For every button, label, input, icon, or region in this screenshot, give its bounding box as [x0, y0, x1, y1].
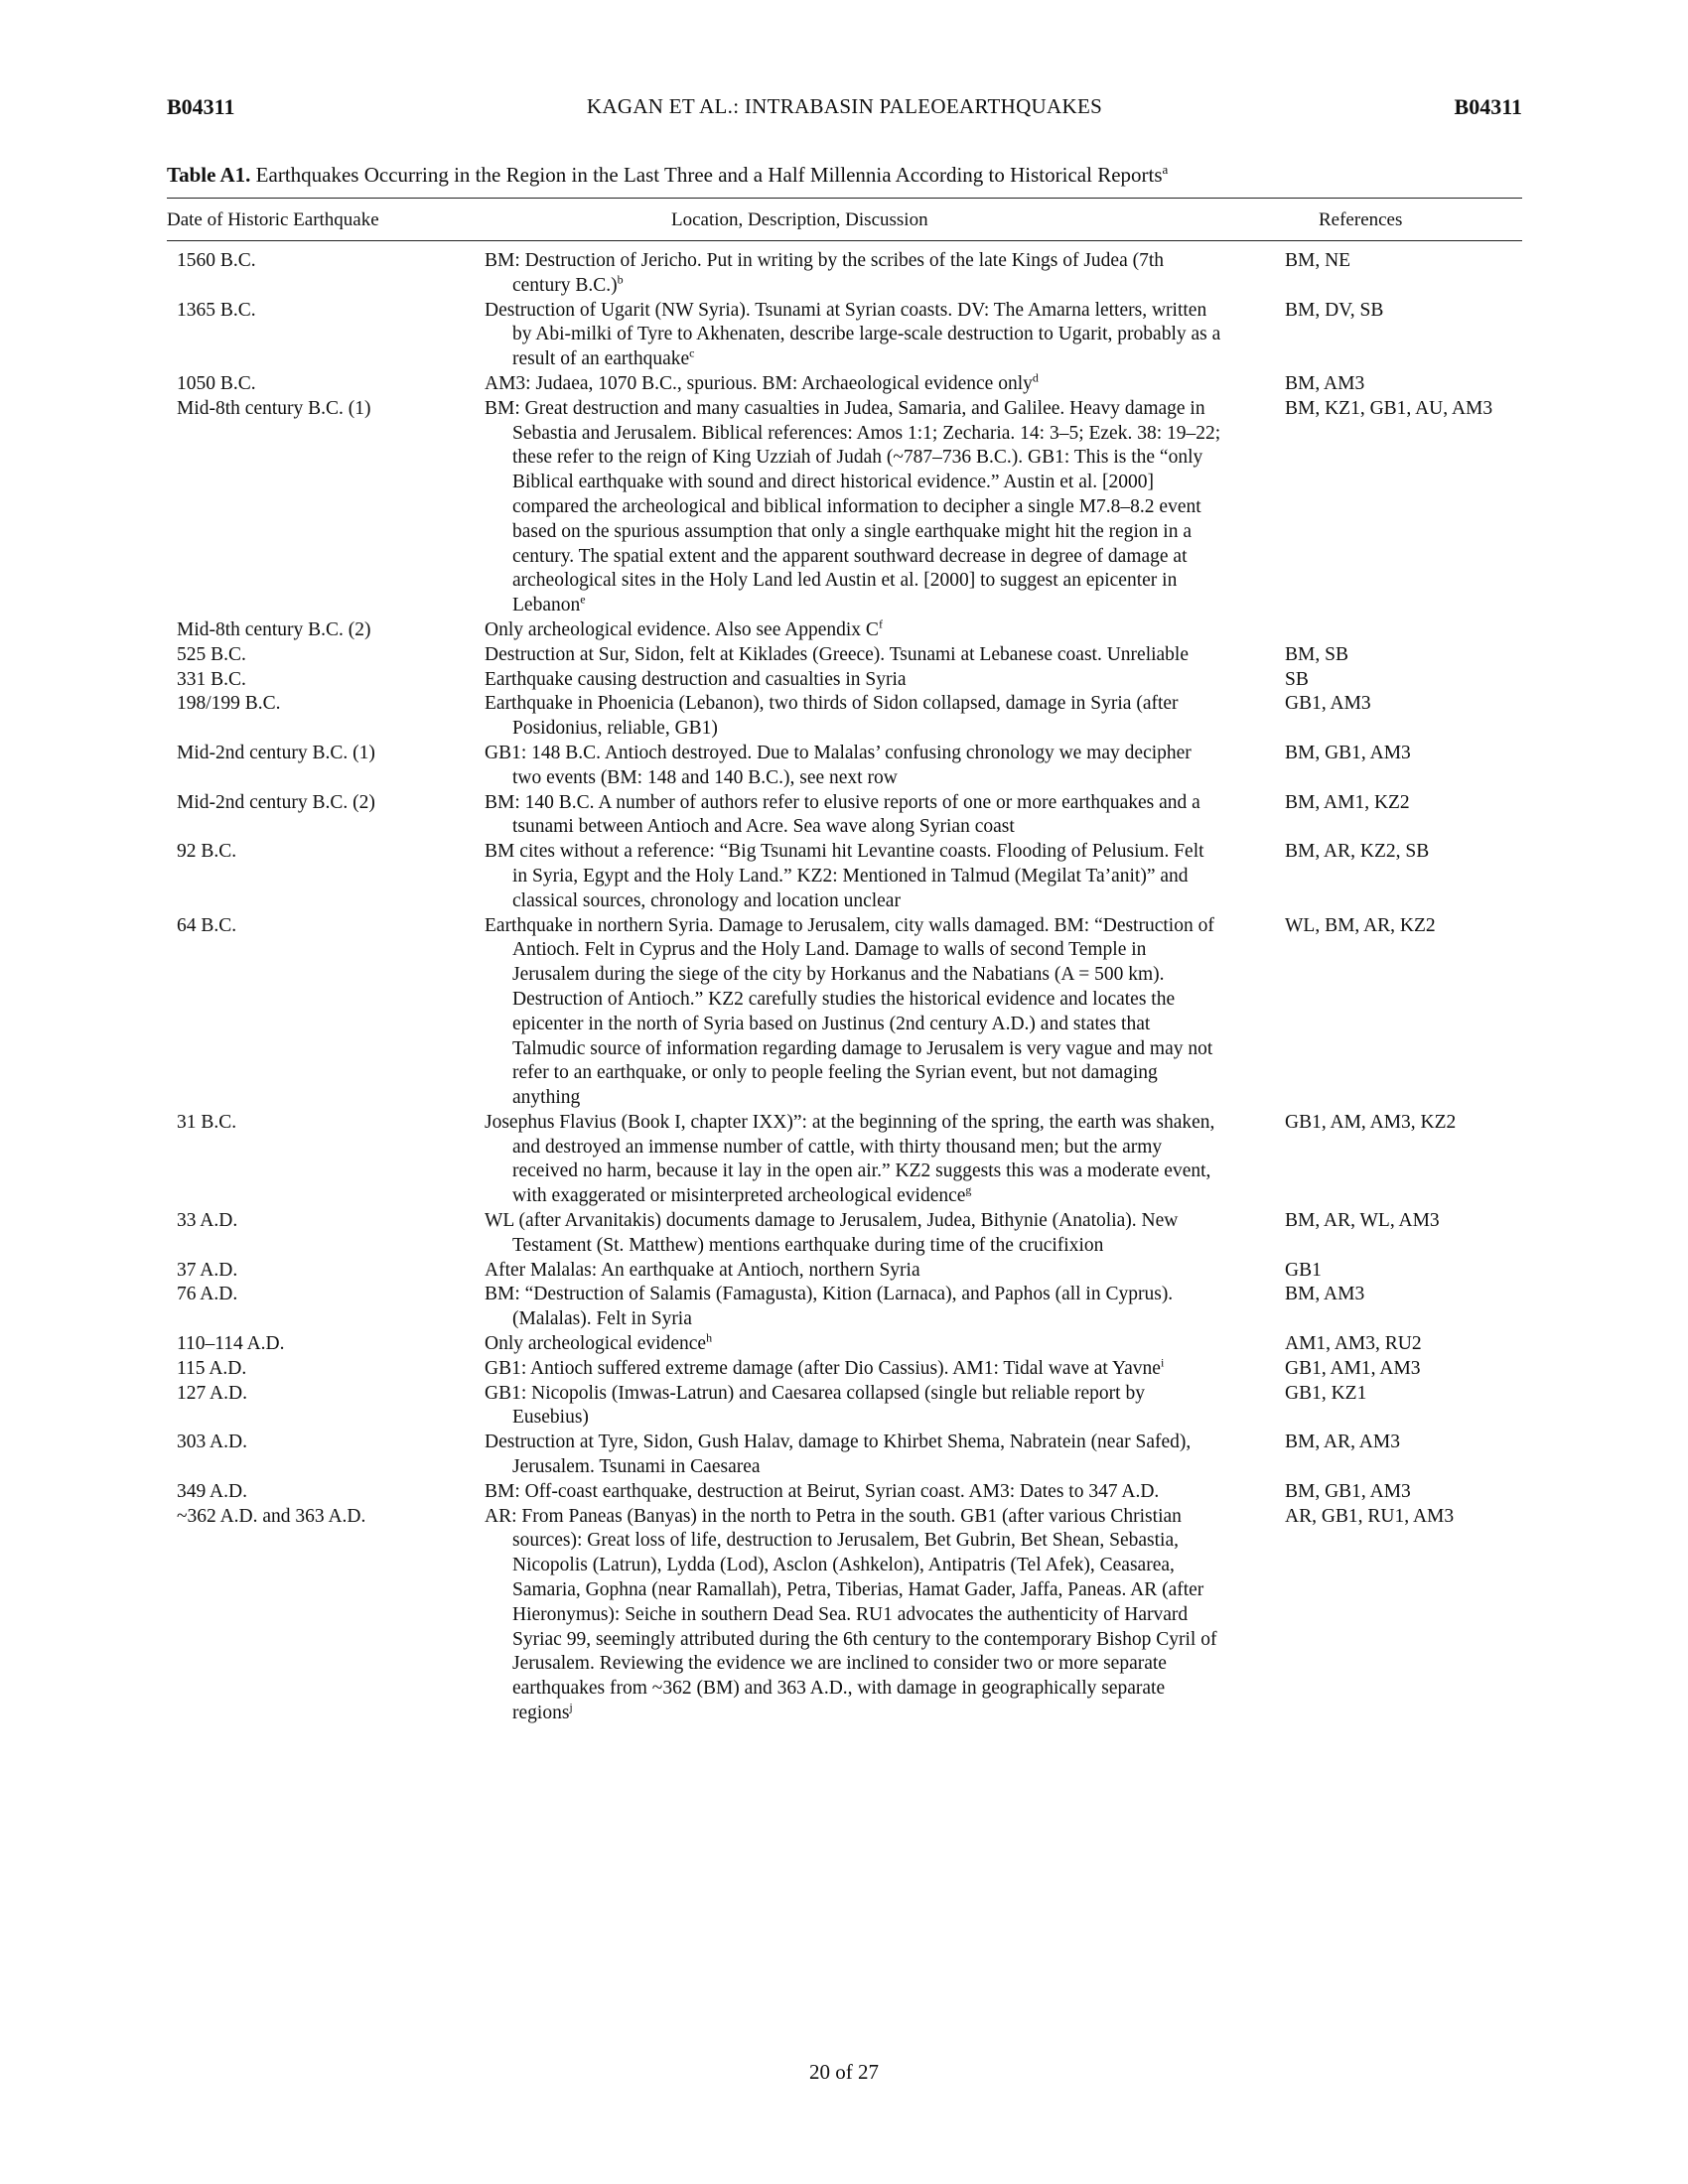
cell-date: 115 A.D. — [177, 1357, 247, 1379]
description-text: GB1: 148 B.C. Antioch destroyed. Due to Malalas’ confusing chronology we may decipher two events (BM: 148 and 140 B.C.), see next row — [485, 742, 1192, 788]
cell-date: 525 B.C. — [177, 643, 246, 665]
table-row — [167, 249, 1522, 299]
cell-references: WL, BM, AR, KZ2 — [1285, 914, 1436, 936]
cell-references: BM, GB1, AM3 — [1285, 742, 1411, 763]
article-id-left: B04311 — [167, 94, 235, 119]
cell-references: BM, NE — [1285, 250, 1351, 271]
cell-references: BM, AM3 — [1285, 1284, 1365, 1305]
table-row — [167, 1480, 1522, 1505]
cell-description — [485, 397, 1231, 618]
cell-description — [485, 1209, 1231, 1259]
cell-date: 349 A.D. — [177, 1480, 247, 1502]
description-text: GB1: Antioch suffered extreme damage (after Dio Cassius). AM1: Tidal wave at Yavne — [485, 1357, 1161, 1379]
table-body — [167, 249, 1522, 1726]
cell-description — [485, 742, 1231, 791]
table-row — [167, 1357, 1522, 1382]
cell-description — [485, 1480, 1231, 1505]
table-row — [167, 299, 1522, 372]
cell-references: BM, AR, WL, AM3 — [1285, 1210, 1440, 1232]
cell-date: ~362 A.D. and 363 A.D. — [177, 1505, 366, 1527]
cell-description — [485, 618, 1231, 643]
header-rule — [167, 240, 1522, 241]
cell-date: Mid-8th century B.C. (2) — [177, 618, 371, 640]
description-text: BM: Off-coast earthquake, destruction at Beirut, Syrian coast. AM3: Dates to 347 A.D. — [485, 1480, 1160, 1502]
cell-date: 303 A.D. — [177, 1432, 247, 1453]
table-row — [167, 618, 1522, 643]
cell-references: BM, AM3 — [1285, 372, 1365, 394]
cell-date: 198/199 B.C. — [177, 693, 281, 715]
table-row — [167, 372, 1522, 397]
column-header-date: Date of Historic Earthquake — [167, 209, 379, 230]
caption-footnote-mark: a — [1162, 162, 1169, 177]
table-row — [167, 1431, 1522, 1480]
cell-references: BM, KZ1, GB1, AU, AM3 — [1285, 397, 1493, 419]
table-row — [167, 1111, 1522, 1209]
table-row — [167, 1209, 1522, 1259]
table-row — [167, 668, 1522, 693]
cell-date: 64 B.C. — [177, 914, 237, 936]
cell-references: GB1 — [1285, 1259, 1322, 1281]
cell-description — [485, 692, 1231, 742]
running-header — [167, 94, 1522, 128]
article-id-right: B04311 — [1454, 94, 1522, 119]
table-row — [167, 914, 1522, 1111]
cell-references — [1231, 618, 1522, 643]
cell-date: 1560 B.C. — [177, 250, 256, 271]
description-text: After Malalas: An earthquake at Antioch, northern Syria — [485, 1259, 920, 1281]
cell-date: 1050 B.C. — [177, 372, 256, 394]
cell-description — [485, 249, 1231, 299]
column-header-description: Location, Description, Discussion — [671, 209, 928, 230]
description-text: Earthquake in northern Syria. Damage to Jerusalem, city walls damaged. BM: “Destruction of Antioch. Felt in Cyprus and the Holy Land. Damage to walls of second Temple in Jerusalem during the siege of the city by Horkanus and the Nabatians (A = 500 km). Destruction of Antioch.” KZ2 carefully studies the historical evidence and locates the epicenter in the north of Syria based on Justinus (2nd century A.D.) and states that Talmudic source of information regarding damage to Jerusalem is very vague and may not refer to an earthquake, or only to people feeling the Syrian event, but not damaging anything — [485, 914, 1214, 1109]
cell-description — [485, 1283, 1231, 1332]
description-text: GB1: Nicopolis (Imwas-Latrun) and Caesarea collapsed (single but reliable report by Eusebius) — [485, 1382, 1145, 1429]
cell-description — [485, 914, 1231, 1111]
description-text: BM cites without a reference: “Big Tsunami hit Levantine coasts. Flooding of Pelusium. Felt in Syria, Egypt and the Holy Land.” KZ2: Mentioned in Talmud (Megilat Ta’anit)” and classical sources, chronology and location unclear — [485, 841, 1204, 911]
cell-date: Mid-2nd century B.C. (1) — [177, 742, 375, 763]
cell-description — [485, 1259, 1231, 1284]
table-row — [167, 1382, 1522, 1432]
cell-date: 33 A.D. — [177, 1210, 238, 1232]
cell-description — [485, 1505, 1231, 1726]
cell-references: BM, AM1, KZ2 — [1285, 791, 1410, 813]
top-rule — [167, 198, 1522, 199]
cell-date: Mid-8th century B.C. (1) — [177, 397, 371, 419]
cell-references: BM, SB — [1285, 643, 1348, 665]
table-row — [167, 840, 1522, 913]
cell-description — [485, 372, 1231, 397]
table-row — [167, 1505, 1522, 1726]
cell-references: GB1, AM3 — [1285, 693, 1371, 715]
description-text: BM: Destruction of Jericho. Put in writing by the scribes of the late Kings of Judea (7th century B.C.) — [485, 250, 1165, 296]
cell-references: GB1, AM1, AM3 — [1285, 1357, 1421, 1379]
footnote-mark: i — [1160, 1355, 1165, 1370]
table-row — [167, 1283, 1522, 1332]
table-caption — [167, 162, 1522, 188]
cell-description — [485, 643, 1231, 668]
table-row — [167, 643, 1522, 668]
cell-date: 31 B.C. — [177, 1111, 237, 1133]
cell-references: BM, DV, SB — [1285, 299, 1384, 321]
cell-description — [485, 1431, 1231, 1480]
cell-description — [485, 299, 1231, 372]
description-text: Destruction at Sur, Sidon, felt at Kiklades (Greece). Tsunami at Lebanese coast. Unreliable — [485, 643, 1190, 665]
cell-description — [485, 1332, 1231, 1357]
description-text: AR: From Paneas (Banyas) in the north to Petra in the south. GB1 (after various Christian sources): Great loss of life, destruction to Jerusalem, Bet Gubrin, Bet Shean, Sebastia, Nicopolis (Latrun), Lydda (Lod), Asclon (Ashkelon), Antipatris (Tel Afek), Ceasarea, Samaria, Gophna (near Ramallah), Petra, Tiberias, Hamat Gader, Jaffa, Paneas. AR (after Hieronymus): Seiche in southern Dead Sea. RU1 advocates the authenticity of Harvard Syriac 99, seemingly attributed during the 6th century to the contemporary Bishop Cyril of Jerusalem. Reviewing the evidence we are inclined to consider two or more separate earthquakes from ~362 (BM) and 363 A.D., with damage in geographically separate regions — [485, 1505, 1217, 1724]
cell-date: Mid-2nd century B.C. (2) — [177, 791, 375, 813]
table-row — [167, 397, 1522, 618]
table-row — [167, 1332, 1522, 1357]
cell-date: 76 A.D. — [177, 1284, 238, 1305]
cell-date: 331 B.C. — [177, 668, 246, 690]
description-text: Destruction of Ugarit (NW Syria). Tsunami at Syrian coasts. DV: The Amarna letters, written by Abi-milki of Tyre to Akhenaten, describe large-scale destruction to Ugarit, probably as a result of an earthquake — [485, 299, 1221, 370]
description-text: Only archeological evidence. Also see Appendix C — [485, 618, 879, 640]
cell-date: 127 A.D. — [177, 1382, 247, 1404]
footnote-mark: c — [689, 345, 695, 360]
cell-date: 92 B.C. — [177, 841, 237, 863]
description-text: BM: “Destruction of Salamis (Famagusta), Kition (Larnaca), and Paphos (all in Cyprus). (Malalas). Felt in Syria — [485, 1284, 1174, 1330]
column-header-references: References — [1319, 209, 1403, 230]
footnote-mark: h — [706, 1330, 713, 1345]
footnote-mark: f — [878, 616, 883, 631]
description-text: Only archeological evidence — [485, 1333, 707, 1355]
table-row — [167, 791, 1522, 841]
cell-references: GB1, AM, AM3, KZ2 — [1285, 1111, 1457, 1133]
cell-references: BM, AR, AM3 — [1285, 1432, 1400, 1453]
description-text: WL (after Arvanitakis) documents damage to Jerusalem, Judea, Bithynie (Anatolia). New Testament (St. Matthew) mentions earthquake during time of the crucifixion — [485, 1210, 1179, 1256]
cell-description — [485, 1382, 1231, 1432]
description-text: BM: Great destruction and many casualties in Judea, Samaria, and Galilee. Heavy damage in Sebastia and Jerusalem. Biblical references: Amos 1:1; Zecharia. 14: 3–5; Ezek. 38: 19–22; these refer to the reign of King Uzziah of Judah (~787–736 B.C.). GB1: This is the “only Biblical earthquake with sound and direct historical evidence.” Austin et al. [2000] compared the archeological and biblical information to decipher a single M7.8–8.2 event based on the spurious assumption that only a single earthquake might hit the region in a century. The spatial extent and the apparent southward decrease in degree of damage at archeological sites in the Holy Land led Austin et al. [2000] to suggest an epicenter in Lebanon — [485, 397, 1221, 616]
cell-references: AM1, AM3, RU2 — [1285, 1333, 1422, 1355]
table-row — [167, 742, 1522, 791]
footnote-mark: j — [569, 1700, 573, 1714]
cell-date: 1365 B.C. — [177, 299, 256, 321]
cell-references: BM, GB1, AM3 — [1285, 1480, 1411, 1502]
table-row — [167, 692, 1522, 742]
table-row — [167, 1259, 1522, 1284]
table-label: Table A1. — [167, 163, 251, 187]
table-title: Earthquakes Occurring in the Region in the Last Three and a Half Millennia According to Historical Reports — [255, 163, 1163, 187]
description-text: Earthquake causing destruction and casualties in Syria — [485, 668, 907, 690]
cell-description — [485, 791, 1231, 841]
cell-description — [485, 1111, 1231, 1209]
running-title: KAGAN ET AL.: INTRABASIN PALEOEARTHQUAKES — [586, 94, 1103, 118]
footnote-mark: d — [1032, 370, 1039, 385]
cell-date: 110–114 A.D. — [177, 1333, 285, 1355]
cell-description — [485, 668, 1231, 693]
description-text: BM: 140 B.C. A number of authors refer to elusive reports of one or more earthquakes and a tsunami between Antioch and Acre. Sea wave along Syrian coast — [485, 791, 1200, 838]
cell-references: BM, AR, KZ2, SB — [1285, 841, 1430, 863]
footnote-mark: b — [617, 272, 624, 287]
cell-references: GB1, KZ1 — [1285, 1382, 1367, 1404]
description-text: Josephus Flavius (Book I, chapter IXX)”: at the beginning of the spring, the earth was shaken, and destroyed an immense number of cattle, with thirty thousand men; but the army received no harm, because it lay in the open air.” KZ2 suggests this was a moderate event, with exaggerated or misinterpreted archeological evidence — [485, 1111, 1215, 1207]
cell-description — [485, 840, 1231, 913]
footnote-mark: g — [965, 1182, 972, 1197]
cell-references: SB — [1285, 668, 1309, 690]
description-text: AM3: Judaea, 1070 B.C., spurious. BM: Archaeological evidence only — [485, 372, 1033, 394]
footnote-mark: e — [580, 592, 586, 607]
cell-date: 37 A.D. — [177, 1259, 238, 1281]
cell-references: AR, GB1, RU1, AM3 — [1285, 1505, 1455, 1527]
cell-description — [485, 1357, 1231, 1382]
page-number: 20 of 27 — [809, 2060, 879, 2084]
description-text: Destruction at Tyre, Sidon, Gush Halav, damage to Khirbet Shema, Nabratein (near Safed), Jerusalem. Tsunami in Caesarea — [485, 1432, 1192, 1478]
description-text: Earthquake in Phoenicia (Lebanon), two thirds of Sidon collapsed, damage in Syria (after Posidonius, reliable, GB1) — [485, 693, 1179, 740]
